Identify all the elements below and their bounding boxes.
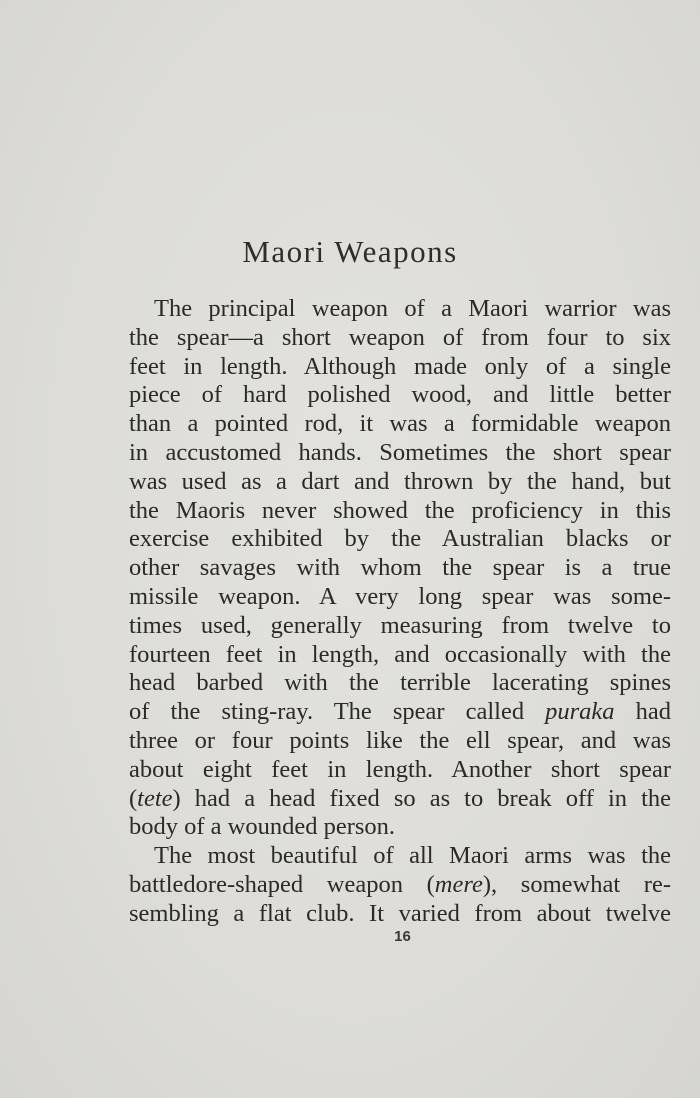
text-line: other savages with whom the spear is a true bbox=[129, 554, 671, 582]
text-line: feet in length. Although made only of a single bbox=[129, 352, 671, 380]
text-line: battledore-shaped weapon (mere), somewhat re- bbox=[129, 870, 671, 898]
text-line: three or four points like the ell spear, and was bbox=[129, 726, 671, 754]
italic-term: tete bbox=[137, 784, 173, 812]
text-line: exercise exhibited by the Australian blacks or bbox=[129, 525, 671, 553]
chapter-title: Maori Weapons bbox=[242, 234, 458, 269]
text-line: in accustomed hands. Sometimes the short spear bbox=[129, 438, 671, 466]
text-line: piece of hard polished wood, and little better bbox=[129, 381, 671, 409]
text-line: The principal weapon of a Maori warrior was bbox=[154, 295, 671, 322]
text-line: body of a wounded person. bbox=[129, 813, 396, 841]
text-line: (tete) had a head fixed so as to break off in the bbox=[129, 784, 671, 812]
text-line: missile weapon. A very long spear was some- bbox=[129, 582, 671, 610]
text-line: The most beautiful of all Maori arms was the bbox=[154, 842, 671, 870]
italic-term: puraka bbox=[545, 698, 615, 726]
text-line: fourteen feet in length, and occasionally with the bbox=[129, 640, 671, 668]
text-line: about eight feet in length. Another short spear bbox=[129, 755, 671, 783]
text-line: was used as a dart and thrown by the hand, but bbox=[129, 467, 671, 495]
body-text bbox=[129, 295, 671, 929]
page-number: 16 bbox=[394, 928, 411, 945]
text-line: times used, generally measuring from twelve to bbox=[129, 611, 671, 639]
text-line: head barbed with the terrible lacerating spines bbox=[129, 669, 671, 697]
text-line: the spear—a short weapon of from four to six bbox=[129, 323, 671, 351]
italic-term: mere bbox=[434, 870, 483, 898]
text-line: sembling a flat club. It varied from about twelve bbox=[129, 899, 671, 927]
text-line: than a pointed rod, it was a formidable weapon bbox=[129, 410, 671, 438]
text-line: the Maoris never showed the proficiency in this bbox=[129, 496, 671, 524]
text-line: of the sting-ray. The spear called puraka had bbox=[129, 698, 671, 726]
